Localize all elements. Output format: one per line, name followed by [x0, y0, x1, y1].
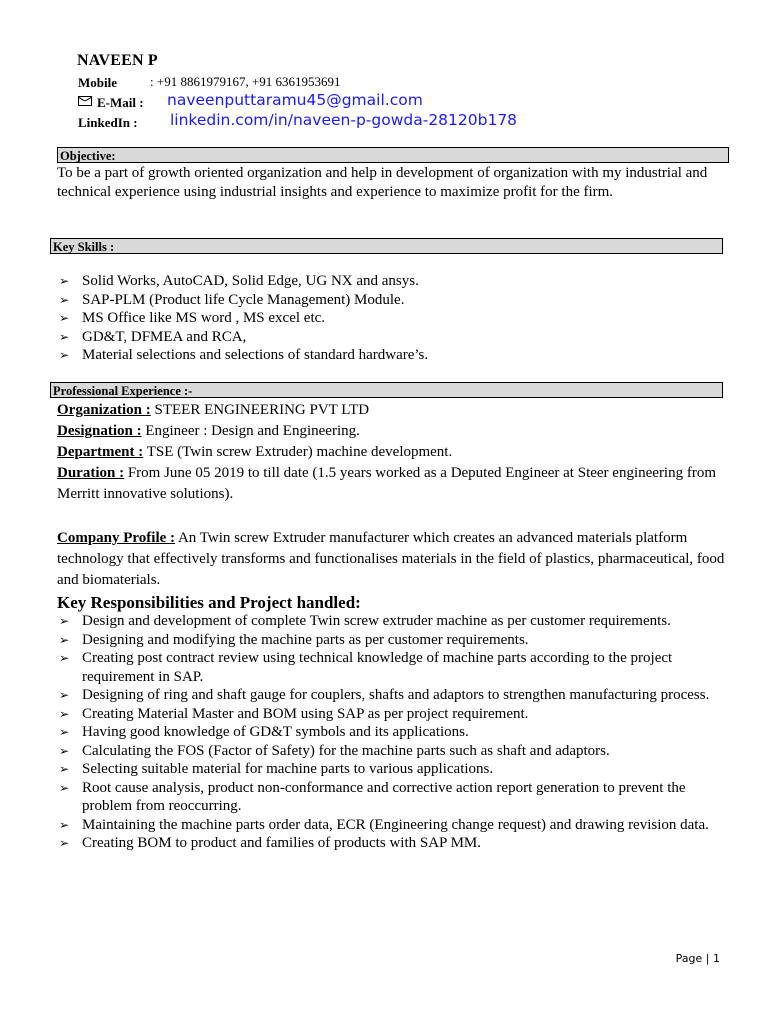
linkedin-link[interactable]: linkedin.com/in/naveen-p-gowda-28120b178	[170, 111, 518, 129]
objective-text: To be a part of growth oriented organization and help in development of organization with my industrial and technical experience using industrial insights and experience to maximize profit for the firm.	[57, 165, 708, 200]
department-row	[57, 442, 722, 463]
key-skills-heading: Key Skills :	[50, 238, 723, 254]
list-item: ➢ Maintaining the machine parts order data, ECR (Engineering change request) and drawing revision data.	[59, 816, 709, 833]
list-item: ➢ Root cause analysis, product non-conformance and corrective action report generation to prevent the problem from reoccurring.	[59, 779, 686, 814]
company-profile-row	[57, 528, 729, 591]
email-label: E-Mail :	[97, 95, 144, 110]
list-item: ➢ MS Office like MS word , MS excel etc.	[59, 310, 326, 326]
list-item: ➢ Creating post contract review using technical knowledge of machine parts according to the project requirement in SAP.	[59, 650, 673, 685]
list-item: ➢ Creating BOM to product and families of products with SAP MM.	[59, 835, 481, 851]
list-item: ➢ GD&T, DFMEA and RCA,	[59, 328, 247, 345]
linkedin-row	[78, 114, 138, 132]
responsibilities-list	[57, 612, 717, 853]
email-row	[78, 94, 144, 112]
page-number: Page | 1	[675, 952, 720, 965]
list-item: ➢ Design and development of complete Twin screw extruder machine as per customer requirements.	[59, 613, 671, 629]
arrow-bullet-icon: ➢	[59, 780, 70, 795]
arrow-bullet-icon: ➢	[59, 311, 70, 325]
mobile-row	[78, 74, 117, 92]
mail-icon	[78, 96, 92, 106]
designation-row	[57, 421, 722, 442]
email-link[interactable]: naveenputtaramu45@gmail.com	[167, 91, 423, 109]
arrow-bullet-icon: ➢	[59, 688, 70, 702]
arrow-bullet-icon: ➢	[59, 614, 70, 628]
duration-label: Duration :	[57, 465, 125, 481]
arrow-bullet-icon: ➢	[59, 329, 70, 344]
list-item: ➢ SAP-PLM (Product life Cycle Management) Module.	[59, 291, 405, 308]
list-item: ➢ Designing and modifying the machine parts as per customer requirements.	[59, 631, 529, 648]
arrow-bullet-icon: ➢	[59, 651, 70, 665]
arrow-bullet-icon: ➢	[59, 292, 70, 307]
department-value: TSE (Twin screw Extruder) machine development.	[143, 444, 453, 460]
company-profile-value: An Twin screw Extruder manufacturer which creates an advanced materials platform technology that effectively transforms and functionalises materials in the field of plastics, pharmaceutical, food and biomaterials.	[57, 530, 725, 588]
skills-list	[57, 272, 717, 365]
mobile-value: : +91 8861979167, +91 6361953691	[150, 74, 341, 89]
list-item: ➢ Calculating the FOS (Factor of Safety) for the machine parts such as shaft and adaptors.	[59, 742, 610, 759]
arrow-bullet-icon: ➢	[59, 274, 70, 288]
candidate-name: NAVEEN P	[77, 52, 158, 69]
designation-value: Engineer : Design and Engineering.	[141, 423, 360, 439]
company-profile-label: Company Profile :	[57, 530, 176, 546]
list-item: ➢ Designing of ring and shaft gauge for couplers, shafts and adaptors to strengthen manufacturing process.	[59, 687, 710, 703]
duration-value: From June 05 2019 to till date (1.5 years worked as a Deputed Engineer at Steer engineering from Merritt innovative solutions).	[57, 465, 717, 502]
arrow-bullet-icon: ➢	[59, 348, 70, 362]
organization-value: STEER ENGINEERING PVT LTD	[150, 402, 370, 418]
experience-heading: Professional Experience :-	[50, 382, 723, 398]
arrow-bullet-icon: ➢	[59, 725, 70, 739]
duration-row	[57, 463, 722, 505]
arrow-bullet-icon: ➢	[59, 706, 70, 721]
list-item: ➢ Solid Works, AutoCAD, Solid Edge, UG NX and ansys.	[59, 273, 419, 289]
organization-row	[57, 400, 722, 421]
objective-heading: Objective:	[57, 147, 729, 163]
designation-label: Designation :	[57, 423, 142, 439]
organization-label: Organization :	[57, 402, 151, 418]
list-item: ➢ Selecting suitable material for machine parts to various applications.	[59, 761, 494, 777]
arrow-bullet-icon: ➢	[59, 817, 70, 832]
arrow-bullet-icon: ➢	[59, 632, 70, 647]
linkedin-label: LinkedIn :	[78, 115, 138, 130]
responsibilities-heading: Key Responsibilities and Project handled:	[57, 593, 361, 612]
arrow-bullet-icon: ➢	[59, 762, 70, 776]
list-item: ➢ Creating Material Master and BOM using SAP as per project requirement.	[59, 705, 529, 722]
arrow-bullet-icon: ➢	[59, 743, 70, 758]
department-label: Department :	[57, 444, 144, 460]
mobile-label: Mobile	[78, 75, 117, 90]
arrow-bullet-icon: ➢	[59, 836, 70, 850]
list-item: ➢ Material selections and selections of standard hardware’s.	[59, 347, 429, 363]
list-item: ➢ Having good knowledge of GD&T symbols and its applications.	[59, 724, 469, 740]
